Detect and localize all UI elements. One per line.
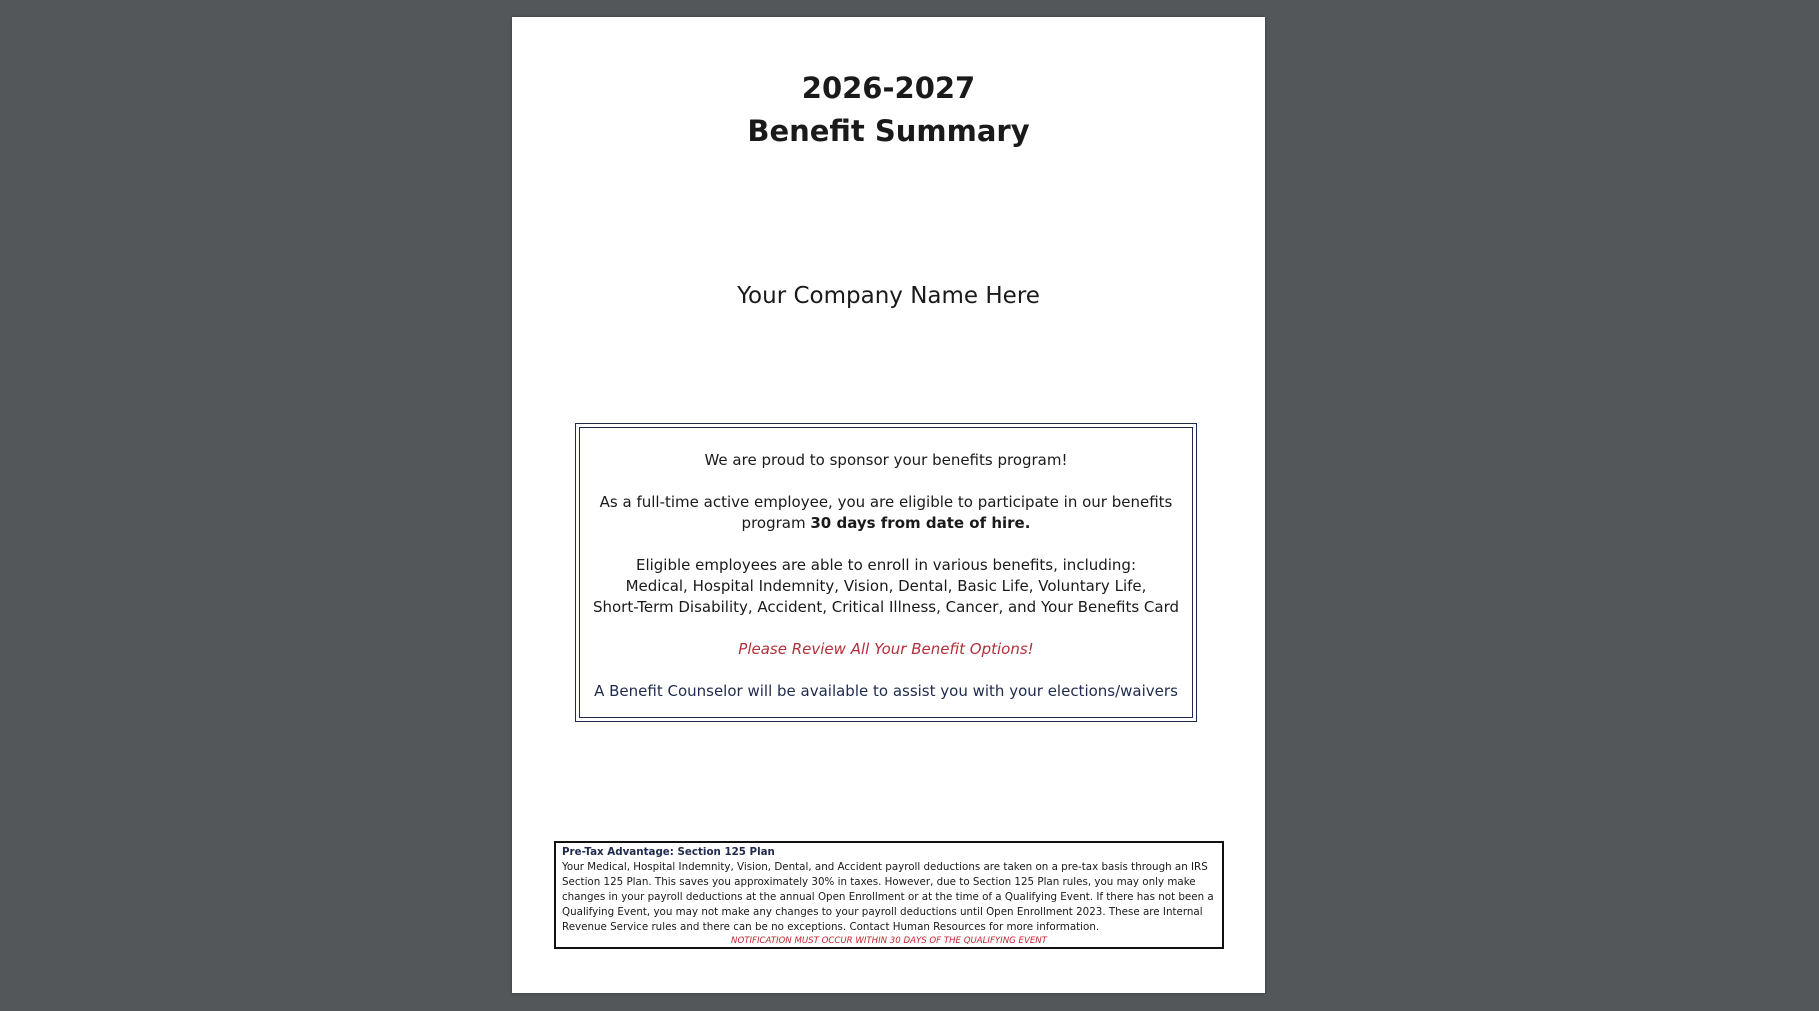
section125-heading: Pre-Tax Advantage: Section 125 Plan	[562, 846, 775, 858]
company-name: Your Company Name Here	[737, 283, 1040, 309]
title-heading: Benefit Summary	[747, 114, 1030, 148]
eligibility-paragraph	[580, 492, 1192, 534]
section125-notice: NOTIFICATION MUST OCCUR WITHIN 30 DAYS OF THE QUALIFYING EVENT	[731, 936, 1047, 946]
sponsor-box-inner	[579, 427, 1193, 718]
document-title	[512, 67, 1265, 153]
enroll-intro: Eligible employees are able to enroll in various benefits, including:	[635, 556, 1137, 574]
title-years: 2026-2027	[801, 71, 976, 105]
document-page	[512, 17, 1265, 993]
section125-body: Your Medical, Hospital Indemnity, Vision, Dental, and Accident payroll deductions are taken on a pre-tax basis through an IRS Section 125 Plan. This saves you approximately 30% in taxes. However, due to Section 125 Plan rules, you may only make changes in your payroll deductions at the annual Open Enrollment or at the time of a Qualifying Event. If there has not been a Qualifying Event, you may not make any changes to your payroll deductions until Open Enrollment 2023. These are Internal Revenue Service rules and there can be no exceptions. Contact Human Resources for more information.	[562, 861, 1214, 933]
eligibility-text: As a full-time active employee, you are eligible to participate in our benefits program	[599, 493, 1173, 532]
review-callout: Please Review All Your Benefit Options!	[738, 640, 1034, 658]
section125-box	[554, 841, 1224, 949]
benefits-paragraph	[580, 555, 1192, 618]
counselor-note: A Benefit Counselor will be available to assist you with your elections/waivers	[594, 682, 1178, 700]
benefits-line-1: Medical, Hospital Indemnity, Vision, Dental, Basic Life, Voluntary Life,	[625, 577, 1147, 595]
sponsor-intro: We are proud to sponsor your benefits program!	[704, 451, 1068, 469]
sponsor-box	[575, 423, 1197, 722]
benefits-line-2: Short-Term Disability, Accident, Critical Illness, Cancer, and Your Benefits Card	[592, 598, 1180, 616]
eligibility-bold: 30 days from date of hire.	[810, 514, 1031, 532]
